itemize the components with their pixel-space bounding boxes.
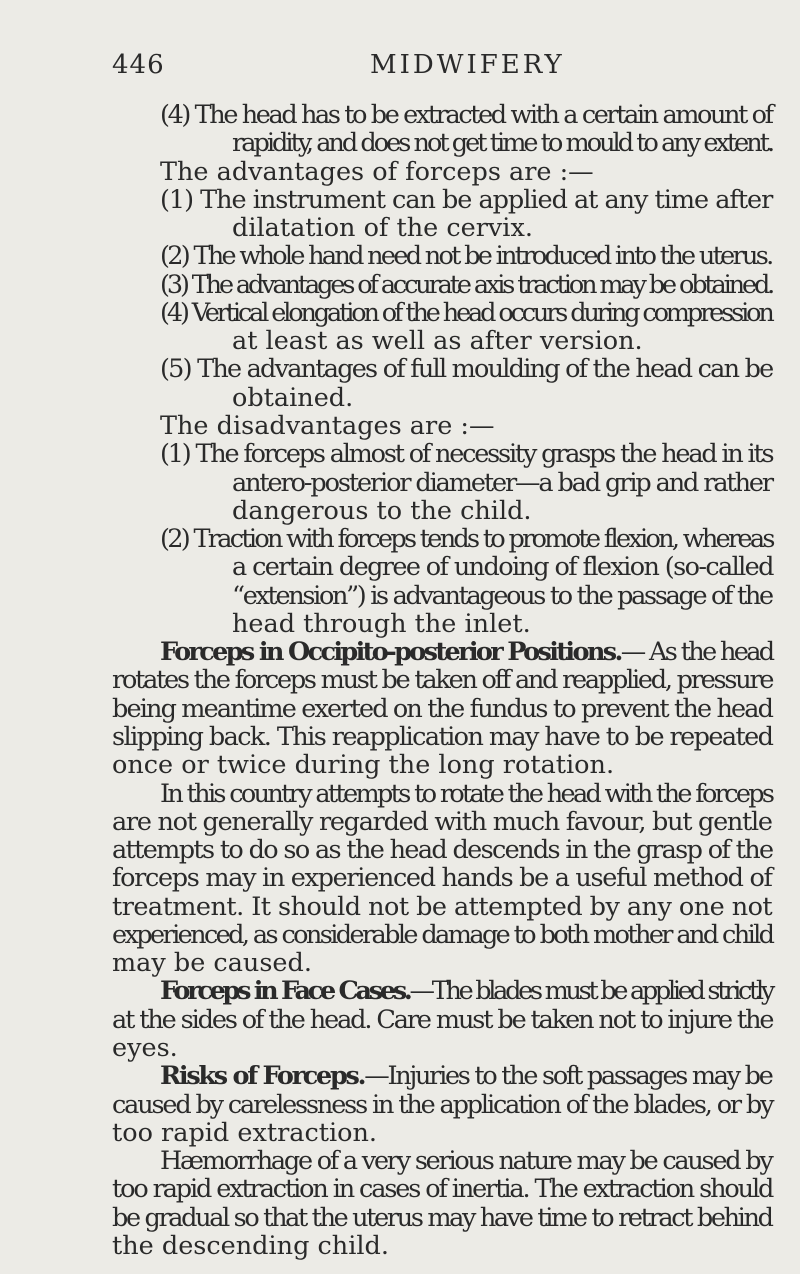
text-run: too rapid extraction. (112, 1118, 378, 1148)
text-run: (1) The instrument can be applied at any time after (160, 185, 773, 215)
text-run: (2) Traction with forceps tends to promote flexion, whereas (160, 524, 773, 554)
text-line (112, 1033, 178, 1063)
text-run: attempts to do so as the head descends in the grasp of the (112, 835, 773, 865)
text-line (112, 1090, 772, 1120)
text-line (112, 920, 772, 950)
text-run: at the sides of the head. Care must be taken not to injure the (112, 1005, 773, 1035)
text-run: head through the inlet. (232, 609, 531, 639)
text-run: The disadvantages are :— (160, 411, 495, 441)
text-line (112, 863, 772, 893)
run-in-heading: Forceps in Occipito-posterior Positions. (160, 637, 621, 667)
text-run: a certain degree of undoing of flexion (so-called (232, 552, 773, 582)
text-run: may be caused. (112, 948, 312, 978)
text-run: Hæmorrhage of a very serious nature may be caused by (160, 1146, 772, 1176)
text-run: once or twice during the long rotation. (112, 750, 615, 780)
text-run: eyes. (112, 1033, 178, 1063)
text-line (112, 948, 312, 978)
text-line (232, 383, 353, 413)
text-line (112, 835, 772, 865)
page-number: 446 (112, 50, 165, 80)
text-run: treatment. It should not be attempted by any one not (112, 892, 773, 922)
text-run: the descending child. (112, 1231, 389, 1261)
text-line (160, 524, 773, 554)
text-line (160, 411, 495, 441)
text-line (160, 976, 772, 1006)
text-run: — As the head (620, 637, 773, 667)
text-line (112, 1174, 772, 1204)
text-line (112, 722, 772, 752)
text-line (160, 779, 772, 809)
text-line (232, 326, 643, 356)
text-line (232, 213, 533, 243)
text-line (160, 354, 772, 384)
text-line (160, 298, 772, 328)
text-line (160, 100, 772, 130)
text-run: antero-posterior diameter—a bad grip and rather (232, 468, 772, 498)
text-run: experienced, as considerable damage to both mother and child (112, 920, 773, 950)
text-run: too rapid extraction in cases of inertia. The extraction should (112, 1174, 773, 1204)
text-run: —Injuries to the soft passages may be (364, 1061, 772, 1091)
text-run: rotates the forceps must be taken off and reapplied, pressure (112, 665, 773, 695)
text-run: obtained. (232, 383, 354, 413)
text-line (160, 1061, 772, 1091)
text-run: In this country attempts to rotate the head with the forceps (160, 779, 773, 809)
text-line (112, 694, 772, 724)
text-run: at least as well as after version. (232, 326, 643, 356)
text-run: (4) The head has to be extracted with a certain amount of (160, 100, 772, 130)
text-line (112, 892, 772, 922)
text-run: forceps may in experienced hands be a useful method of (112, 863, 772, 893)
text-run: The advantages of forceps are :— (160, 157, 594, 187)
text-run: be gradual so that the uterus may have time to retract behind (112, 1203, 772, 1233)
text-run: dangerous to the child. (232, 496, 532, 526)
text-run: —The blades must be applied strictly (409, 976, 772, 1006)
text-line (160, 241, 772, 271)
text-run: (1) The forceps almost of necessity grasps the head in its (160, 439, 773, 469)
text-run: (2) The whole hand need not be introduced into the uterus. (160, 241, 772, 271)
run-in-heading: Forceps in Face Cases. (160, 976, 410, 1006)
text-line (160, 270, 772, 300)
text-line (160, 185, 772, 215)
text-line (112, 750, 614, 780)
text-run: are not generally regarded with much favour, but gentle (112, 807, 772, 837)
text-line (160, 637, 772, 667)
text-run: (4) Vertical elongation of the head occurs during compression (160, 298, 772, 328)
text-run: (3) The advantages of accurate axis traction may be obtained. (160, 270, 773, 300)
text-line (112, 1118, 377, 1148)
text-line (160, 439, 772, 469)
text-line (232, 496, 532, 526)
text-run: “extension”) is advantageous to the passage of the (232, 581, 772, 611)
text-line (232, 581, 772, 611)
text-run: dilatation of the cervix. (232, 213, 533, 243)
running-title: MIDWIFERY (370, 50, 565, 80)
text-line (112, 1231, 389, 1261)
text-line (232, 468, 772, 498)
text-line (232, 552, 773, 582)
text-run: (5) The advantages of full moulding of the head can be (160, 354, 773, 384)
text-line (112, 1203, 772, 1233)
text-line (112, 1005, 772, 1035)
text-run: slipping back. This reapplication may have to be repeated (112, 722, 773, 752)
text-run: rapidity, and does not get time to mould to any extent. (232, 128, 773, 158)
text-line (112, 807, 772, 837)
text-run: being meantime exerted on the fundus to prevent the head (112, 694, 773, 724)
run-in-heading: Risks of Forceps. (160, 1061, 365, 1091)
text-line (112, 665, 772, 695)
text-line (232, 609, 531, 639)
text-line (160, 1146, 772, 1176)
text-line (232, 128, 772, 158)
text-line (160, 157, 594, 187)
text-run: caused by carelessness in the application of the blades, or by (112, 1090, 773, 1120)
page-header (112, 50, 772, 90)
